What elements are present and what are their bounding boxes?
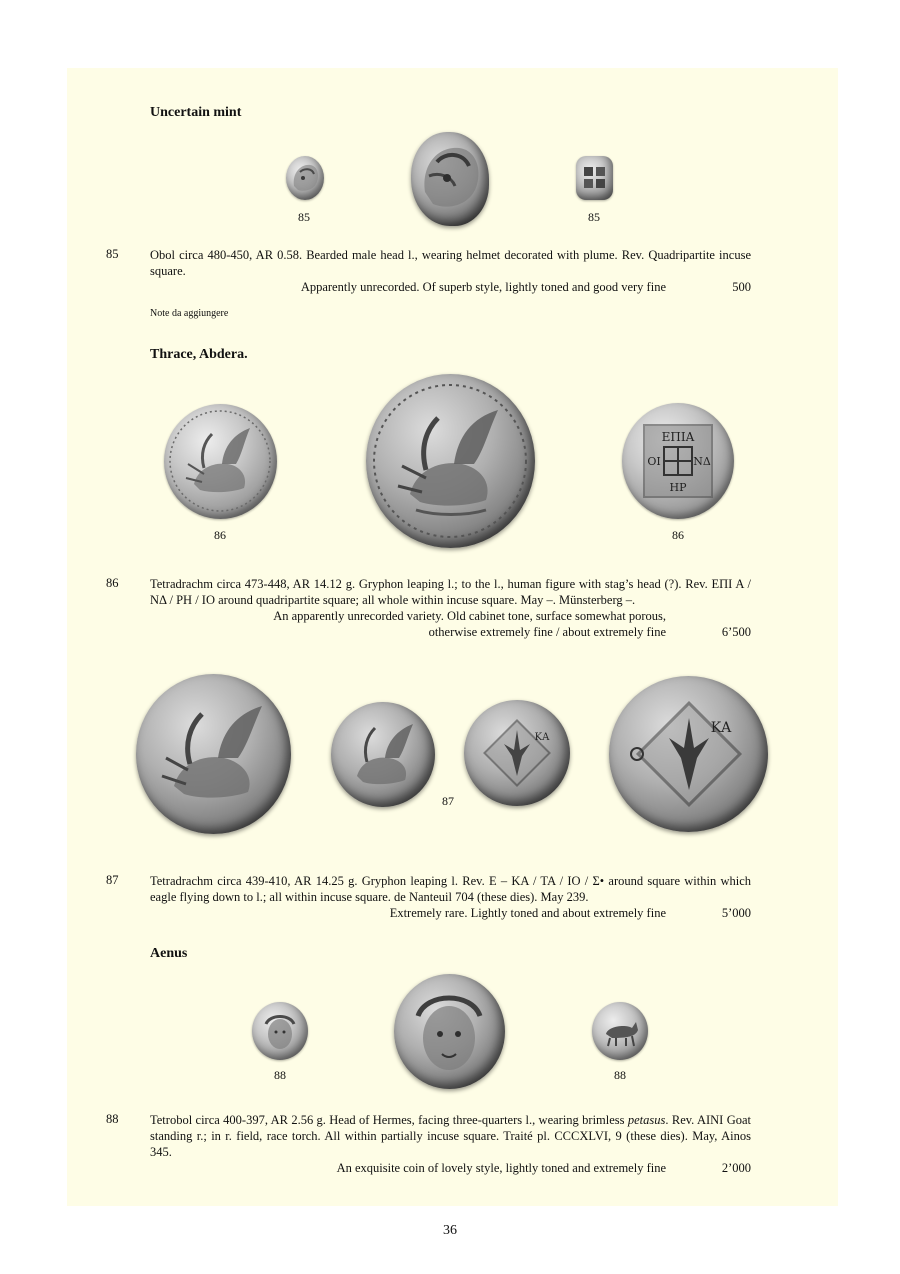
coin-87-obverse-enlarged xyxy=(136,674,291,834)
gryphon-icon xyxy=(164,404,277,519)
lot-description xyxy=(150,873,751,921)
goat-icon xyxy=(592,1002,648,1060)
coin-legend-top: ΕΠΙΑ xyxy=(661,430,695,444)
eagle-in-square-icon xyxy=(609,676,768,832)
lot-condition: Apparently unrecorded. Of superb style, lightly toned and good very fine xyxy=(300,280,666,294)
helmeted-head-icon xyxy=(411,132,489,226)
lot-number: 86 xyxy=(106,576,119,590)
lot-description-text: Tetradrachm circa 439-410, AR 14.25 g. Gryphon leaping l. Rev. Ε – ΚΑ / ΤΑ / ΙΟ / Σ• around square within which eagle flying down to l.; all within incuse square. de Nanteuil 704 (these dies). May 239. xyxy=(150,874,751,904)
coin-85-reverse-incuse-square xyxy=(576,156,613,200)
coin-88-obverse-enlarged xyxy=(394,974,505,1089)
lot-estimate: 500 xyxy=(732,280,751,294)
lot-condition: An exquisite coin of lovely style, lightly toned and extremely fine xyxy=(336,1161,666,1175)
section-heading-uncertain-mint: Uncertain mint xyxy=(150,105,242,120)
gryphon-icon xyxy=(366,374,535,548)
coin-legend: ΚΑ xyxy=(534,732,550,743)
lot-condition: An apparently unrecorded variety. Old cabinet tone, surface somewhat porous, xyxy=(273,609,666,623)
coin-86-reverse xyxy=(622,403,734,519)
lot-condition-line xyxy=(150,905,751,921)
coin-85-obverse-small xyxy=(286,156,324,200)
eagle-in-square-icon xyxy=(464,700,570,806)
helmeted-head-icon xyxy=(286,156,324,200)
gryphon-icon xyxy=(331,702,435,807)
coin-label: 88 xyxy=(274,1068,286,1082)
lot-description-text xyxy=(150,1112,751,1160)
lot-description xyxy=(150,576,751,640)
section-heading-thrace-abdera: Thrace, Abdera. xyxy=(150,347,248,362)
lot-description-text: Tetradrachm circa 473-448, AR 14.12 g. Gryphon leaping l.; to the l., human figure with stag’s head (?). Rev. ΕΠΙ Α / ΝΔ / ΡΗ / ΙΟ around quadripartite square; all whole within incuse square. May –. Münsterberg –. xyxy=(150,577,751,607)
coin-legend-left: ΟΙ xyxy=(647,455,661,468)
coin-legend: ΚΑ xyxy=(710,720,732,736)
gryphon-icon xyxy=(136,674,291,834)
hermes-head-icon xyxy=(252,1002,308,1060)
lot-condition-line xyxy=(150,1160,751,1176)
coin-label: 86 xyxy=(214,528,226,542)
coin-85-obverse-enlarged xyxy=(411,132,489,226)
hermes-head-icon xyxy=(394,974,505,1089)
lot-description xyxy=(150,1112,751,1176)
lot-note: Note da aggiungere xyxy=(150,308,229,319)
coin-label: 85 xyxy=(588,210,600,224)
coin-86-obverse xyxy=(164,404,277,519)
coin-87-reverse xyxy=(464,700,570,806)
coin-88-obverse xyxy=(252,1002,308,1060)
page-number: 36 xyxy=(443,1223,457,1238)
incuse-square-with-legend-icon xyxy=(622,403,734,519)
lot-description xyxy=(150,247,751,295)
coin-legend-bottom: ΗΡ xyxy=(669,481,687,494)
lot-description-part: Tetrobol circa 400-397, AR 2.56 g. Head of Hermes, facing three-quarters l., wearing brimless xyxy=(150,1113,628,1127)
lot-condition-line xyxy=(150,624,751,640)
lot-estimate: 5’000 xyxy=(721,906,751,920)
coin-label: 86 xyxy=(672,528,684,542)
lot-condition-line xyxy=(150,279,751,295)
coin-87-obverse xyxy=(331,702,435,807)
coin-label: 88 xyxy=(614,1068,626,1082)
lot-description-italic: petasus xyxy=(627,1113,666,1127)
lot-estimate: 2’000 xyxy=(721,1161,751,1175)
lot-description-part: . Rev. AINI Goat standing r.; in r. field, race torch. All within partially incuse square. Traité pl. CCCXLVI, 9 (these dies). May, Ainos 345. xyxy=(150,1113,751,1159)
quadripartite-square-icon xyxy=(576,156,613,200)
lot-number: 87 xyxy=(106,873,119,887)
lot-condition: Extremely rare. Lightly toned and about extremely fine xyxy=(389,906,666,920)
coin-label: 87 xyxy=(442,794,454,808)
lot-estimate: 6’500 xyxy=(721,625,751,639)
lot-number: 85 xyxy=(106,247,119,261)
lot-description-text: Obol circa 480-450, AR 0.58. Bearded male head l., wearing helmet decorated with plume. Rev. Quadripartite incuse square. xyxy=(150,248,751,278)
lot-number: 88 xyxy=(106,1112,119,1126)
coin-87-reverse-enlarged xyxy=(609,676,768,832)
coin-label: 85 xyxy=(298,210,310,224)
lot-condition: otherwise extremely fine / about extremely fine xyxy=(428,625,666,639)
coin-legend-right: ΝΔ xyxy=(693,455,711,468)
lot-condition-line xyxy=(150,608,751,624)
coin-86-obverse-enlarged xyxy=(366,374,535,548)
section-heading-aenus: Aenus xyxy=(150,946,188,961)
coin-88-reverse xyxy=(592,1002,648,1060)
